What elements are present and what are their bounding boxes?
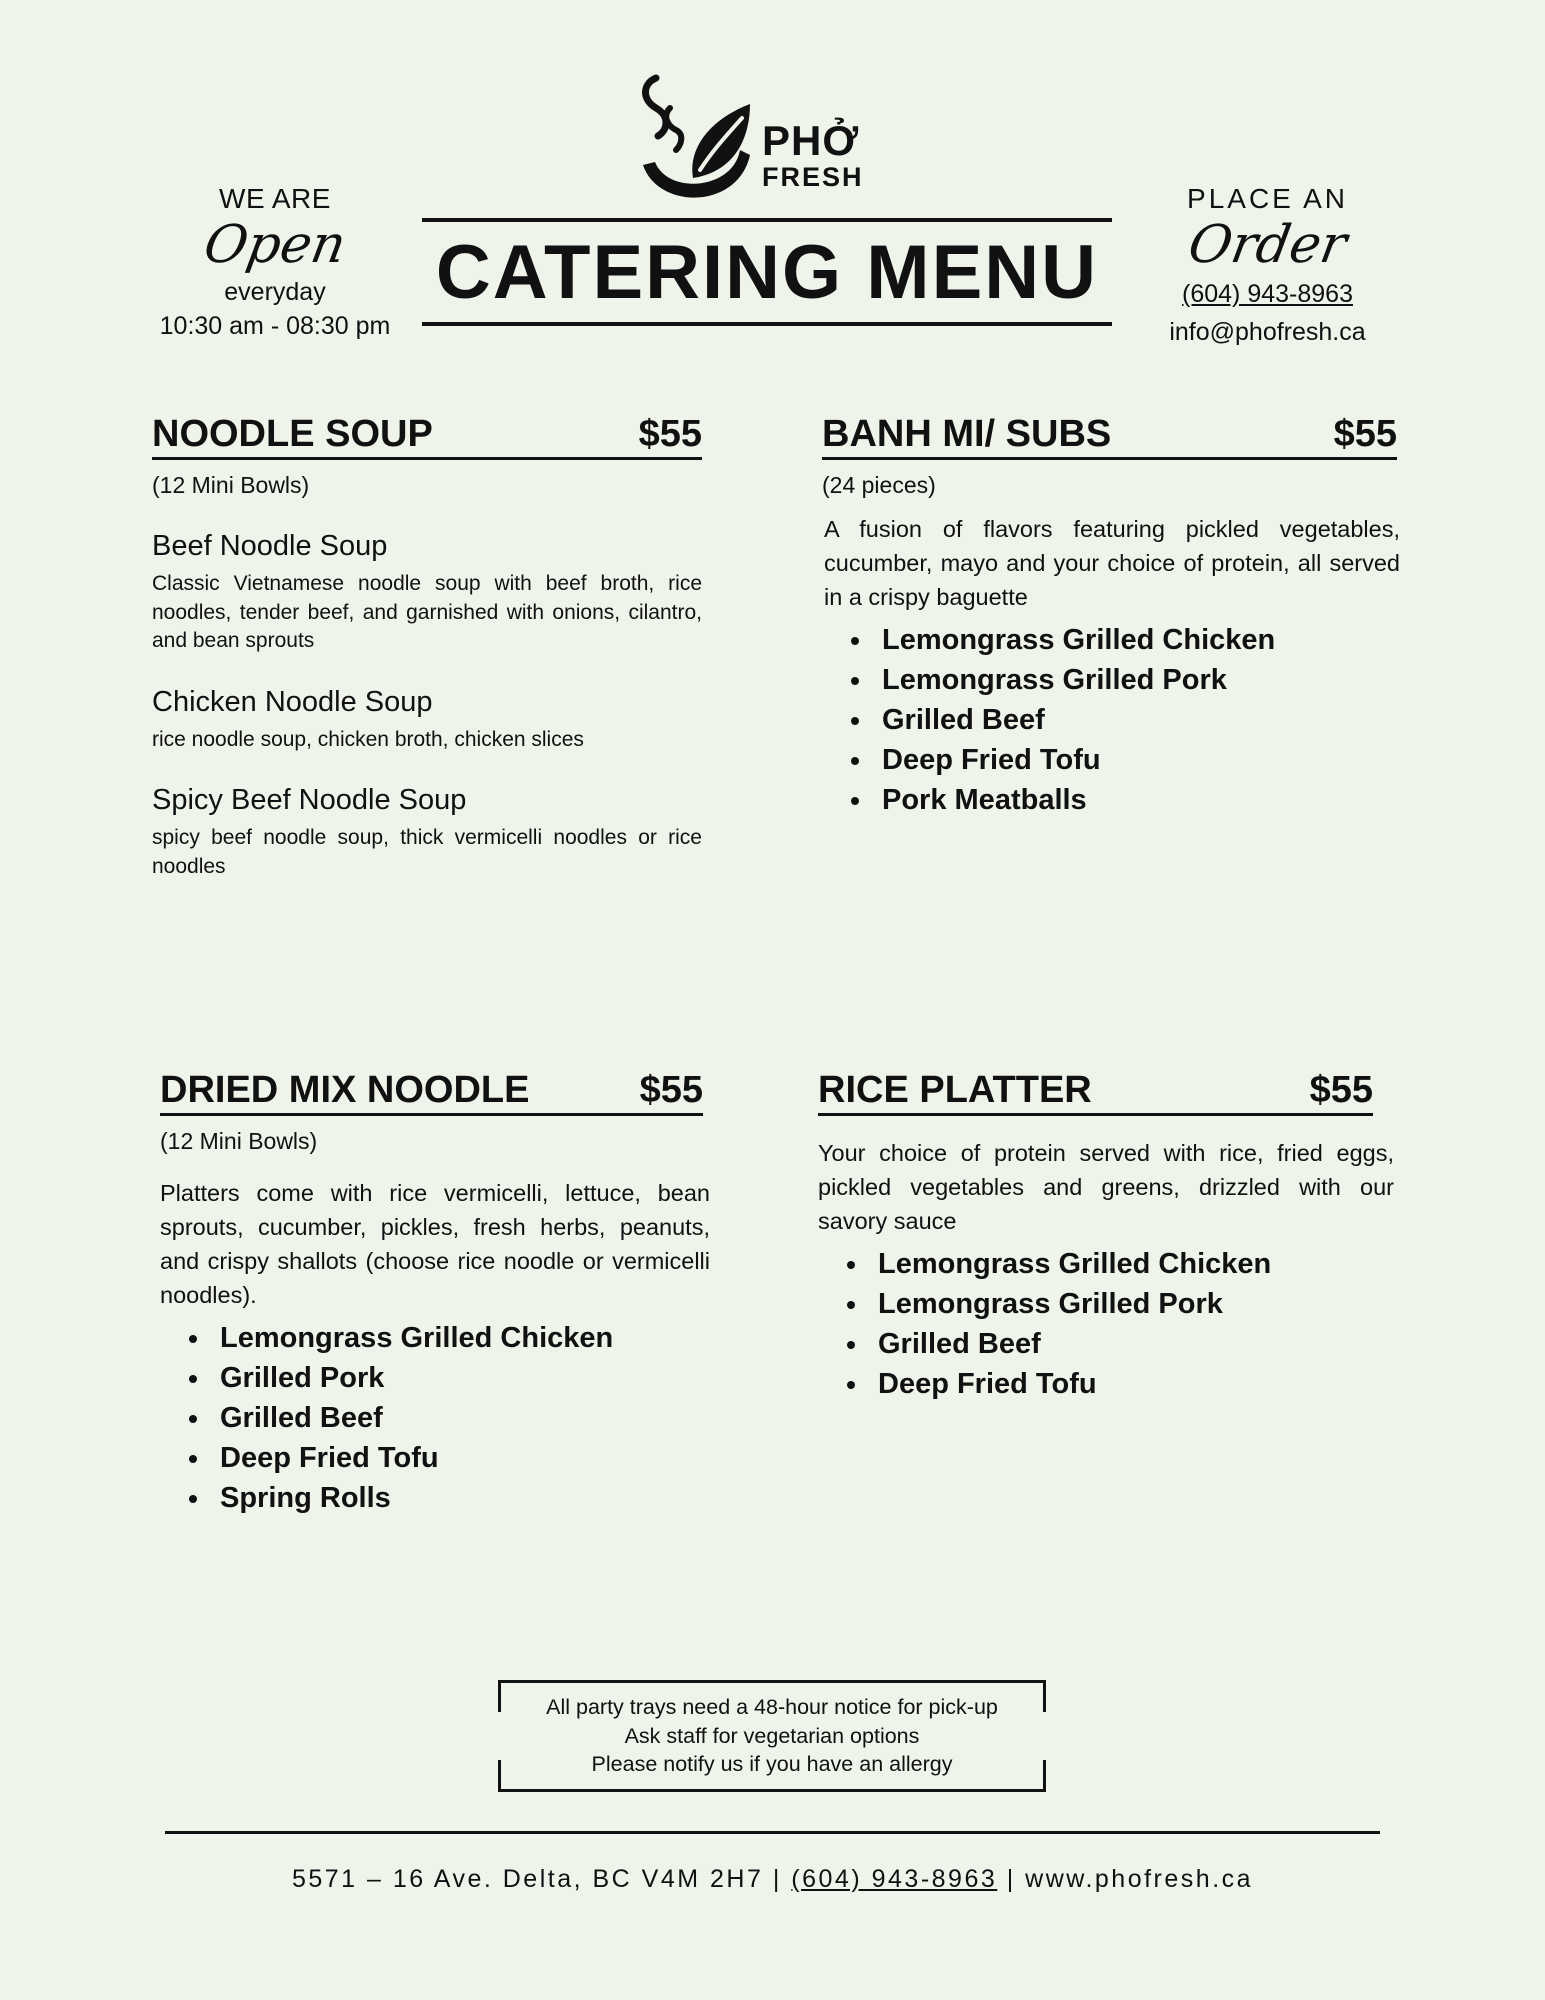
list-item: • Pork Meatballs (874, 780, 1400, 820)
footer-contact (0, 1865, 1545, 1894)
section-price: $55 (1309, 1069, 1373, 1111)
list-item: • Lemongrass Grilled Pork (874, 660, 1400, 700)
section-description: Your choice of protein served with rice, fried eggs, pickled vegetables and greens, drizzled with our savory sauce (818, 1140, 1394, 1234)
brand-wordmark (762, 117, 864, 192)
section-title: RICE PLATTER (818, 1069, 1092, 1111)
section-description: Platters come with rice vermicelli, lettuce, bean sprouts, cucumber, pickles, fresh herbs, peanuts, and crispy shallots (choose rice noodle or vermicelli noodles). (160, 1180, 710, 1308)
opening-hours (140, 183, 410, 343)
order-contact (1150, 183, 1385, 351)
section-dried-mix-noodle (160, 1068, 710, 1518)
list-item: • Lemongrass Grilled Chicken (874, 620, 1400, 660)
notice-bottom-border (498, 1789, 1046, 1792)
list-item: • Lemongrass Grilled Chicken (870, 1244, 1396, 1284)
protein-options-list (818, 1244, 1396, 1404)
section-header (818, 1068, 1373, 1116)
section-price: $55 (1333, 413, 1397, 455)
notice-corner (1043, 1680, 1046, 1712)
list-item: • Lemongrass Grilled Chicken (212, 1318, 710, 1358)
catering-notice-box (498, 1680, 1046, 1792)
menu-item-description: Classic Vietnamese noodle soup with beef broth, rice noodles, tender beef, and garnished with onions, cilantro, and bean sprouts (152, 572, 702, 652)
footer-rule (165, 1831, 1380, 1834)
notice-corner (498, 1760, 501, 1792)
footer-separator: | (772, 1865, 782, 1893)
section-rice-platter (818, 1068, 1396, 1404)
footer-phone-link[interactable]: (604) 943-8963 (791, 1865, 998, 1893)
everyday-label: everyday (224, 278, 326, 306)
menu-item-title: Spicy Beef Noodle Soup (152, 784, 467, 816)
section-title: BANH MI/ SUBS (822, 413, 1112, 455)
footer-address: 5571 – 16 Ave. Delta, BC V4M 2H7 (291, 1865, 764, 1893)
protein-options-list (822, 620, 1400, 820)
brand-pho: PHỞ (762, 117, 860, 164)
notice-line: All party trays need a 48-hour notice for pick-up (546, 1695, 998, 1719)
list-item: • Deep Fried Tofu (212, 1438, 710, 1478)
title-bottom-rule (422, 322, 1112, 326)
menu-item-description: rice noodle soup, chicken broth, chicken slices (152, 727, 584, 751)
section-price: $55 (638, 413, 702, 455)
protein-options-list (160, 1318, 710, 1518)
section-header (160, 1068, 703, 1116)
section-title: NOODLE SOUP (152, 413, 433, 455)
portion-note: (12 Mini Bowls) (152, 472, 310, 498)
portion-note: (24 pieces) (822, 472, 936, 498)
section-price: $55 (639, 1069, 703, 1111)
menu-item-title: Beef Noodle Soup (152, 530, 388, 562)
open-script-label: Open (199, 215, 351, 275)
section-banh-mi (822, 412, 1400, 820)
list-item: • Spring Rolls (212, 1478, 710, 1518)
list-item: • Grilled Pork (212, 1358, 710, 1398)
menu-item-title: Chicken Noodle Soup (152, 685, 433, 718)
notice-corner (1043, 1760, 1046, 1792)
section-description: A fusion of flavors featuring pickled vegetables, cucumber, mayo and your choice of protein, all served in a crispy baguette (824, 516, 1400, 610)
section-header (822, 412, 1397, 460)
list-item: • Grilled Beef (874, 700, 1400, 740)
order-email-link[interactable]: info@phofresh.ca (1169, 318, 1366, 346)
hours-times: 10:30 am - 08:30 pm (159, 312, 391, 340)
page-title: CATERING MENU (435, 230, 1099, 315)
footer-separator: | (1006, 1865, 1016, 1893)
list-item: • Lemongrass Grilled Pork (870, 1284, 1396, 1324)
portion-note: (12 Mini Bowls) (160, 1128, 318, 1154)
list-item: • Deep Fried Tofu (874, 740, 1400, 780)
list-item: • Grilled Beef (212, 1398, 710, 1438)
list-item: • Grilled Beef (870, 1324, 1396, 1364)
section-noodle-soup (152, 412, 702, 881)
order-script-label: Order (1184, 215, 1351, 275)
place-an-label: PLACE AN (1187, 183, 1348, 214)
list-item: • Deep Fried Tofu (870, 1364, 1396, 1404)
notice-top-border (498, 1680, 1046, 1683)
brand-fresh: FRESH (762, 162, 864, 192)
section-header (152, 412, 702, 460)
notice-line: Please notify us if you have an allergy (591, 1752, 953, 1776)
order-phone-link[interactable]: (604) 943-8963 (1182, 280, 1353, 308)
we-are-label: WE ARE (219, 183, 331, 214)
menu-item-description: spicy beef noodle soup, thick vermicelli noodles or rice noodles (152, 826, 702, 878)
title-top-rule (422, 218, 1112, 222)
section-title: DRIED MIX NOODLE (160, 1069, 530, 1111)
footer-website-link[interactable]: www.phofresh.ca (1025, 1865, 1254, 1893)
notice-line: Ask staff for vegetarian options (624, 1723, 920, 1748)
notice-corner (498, 1680, 501, 1712)
